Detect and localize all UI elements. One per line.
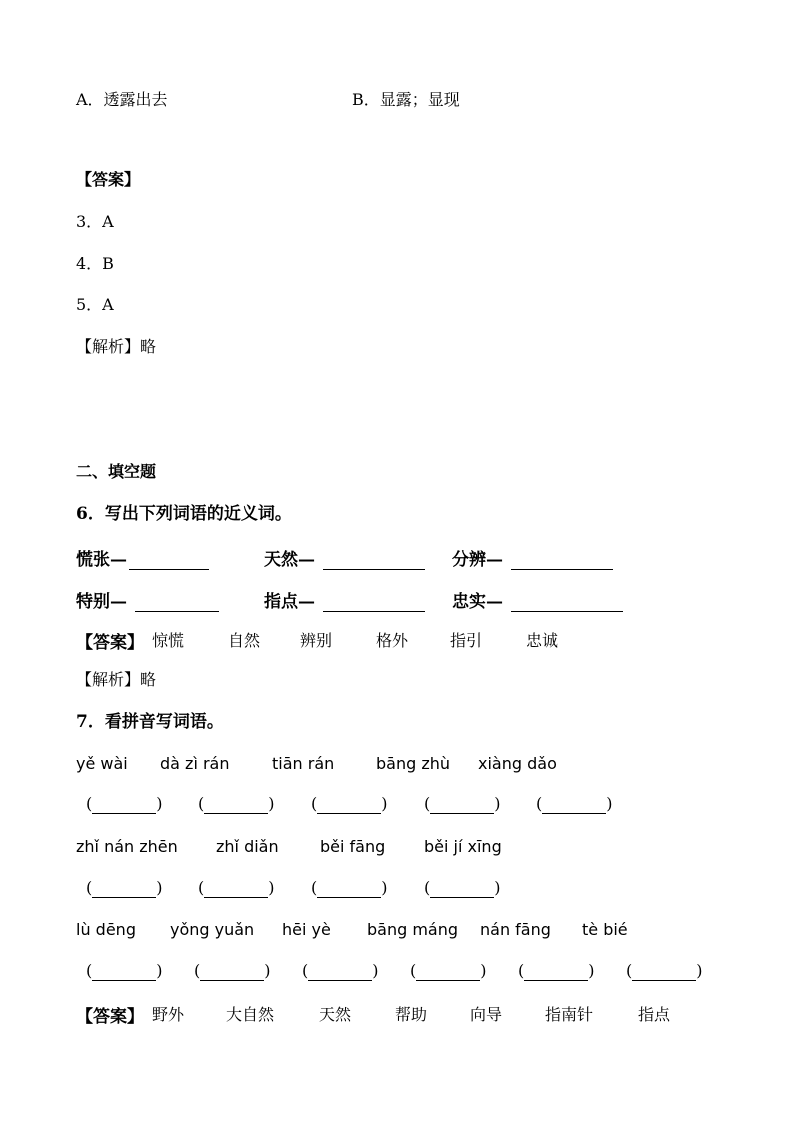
answer-item-3: 3．A (76, 212, 114, 231)
pinyin-item: bāng máng (367, 920, 459, 939)
q7-answer-5: 向导 (470, 1005, 503, 1024)
fill-blank[interactable] (323, 595, 425, 612)
fill-blank[interactable] (323, 553, 425, 570)
q7-answer-label: 【答案】 (76, 1007, 144, 1027)
answer-box[interactable]: ( ) (424, 794, 501, 813)
fill-blank[interactable] (511, 595, 623, 612)
q7-answer-3: 天然 (319, 1005, 352, 1024)
option-a: A．透露出去 (76, 90, 168, 109)
pinyin-item: dà zì rán (160, 754, 230, 773)
answer-box[interactable]: ( ) (311, 878, 388, 897)
q6-prompt: 6．写出下列词语的近义词。 (76, 504, 292, 524)
q6-answer-3: 辨别 (300, 631, 333, 650)
answer-box[interactable]: ( ) (302, 961, 379, 980)
answer-box[interactable]: ( ) (626, 961, 703, 980)
q6-analysis-label: 【解析】 (76, 670, 141, 689)
answer-box[interactable]: ( ) (86, 878, 163, 897)
analysis-text: 略 (140, 337, 157, 356)
pinyin-item: hēi yè (282, 920, 331, 939)
pinyin-item: lù dēng (76, 920, 136, 939)
answer-item-4: 4．B (76, 254, 114, 273)
pinyin-item: zhǐ nán zhēn (76, 837, 178, 856)
answer-item-5: 5．A (76, 295, 114, 314)
q7-answer-6: 指南针 (545, 1005, 594, 1024)
q6-row2-item1 (76, 587, 219, 612)
q6-row2-item2 (264, 587, 425, 612)
q7-prompt: 7．看拼音写词语。 (76, 712, 224, 732)
q6-word-label: 指点— (264, 592, 315, 612)
fill-blank[interactable] (135, 595, 219, 612)
pinyin-item: zhǐ diǎn (216, 837, 279, 856)
answer-heading: 【答案】 (76, 170, 141, 189)
q6-answer-label: 【答案】 (76, 633, 144, 653)
q6-analysis (76, 670, 156, 690)
pinyin-item: tiān rán (272, 754, 335, 773)
pinyin-item: běi fāng (320, 837, 386, 856)
q7-answer-2: 大自然 (226, 1005, 275, 1024)
answer-box[interactable]: ( ) (194, 961, 271, 980)
analysis-line-1 (76, 337, 156, 357)
pinyin-item: xiàng dǎo (478, 754, 557, 773)
q7-answer-4: 帮助 (395, 1005, 428, 1024)
q6-analysis-text: 略 (140, 670, 157, 689)
q6-answer-line (76, 628, 144, 653)
q6-answer-6: 忠诚 (526, 631, 559, 650)
section-title: 二、填空题 (76, 462, 157, 481)
answer-box[interactable]: ( ) (198, 794, 275, 813)
analysis-label: 【解析】 (76, 337, 141, 356)
answer-box[interactable]: ( ) (198, 878, 275, 897)
q6-answer-2: 自然 (228, 631, 261, 650)
q6-row1-item2 (264, 545, 425, 570)
answer-box[interactable]: ( ) (86, 794, 163, 813)
answer-box[interactable]: ( ) (311, 794, 388, 813)
answer-box[interactable]: ( ) (424, 878, 501, 897)
fill-blank[interactable] (129, 553, 209, 570)
q6-answer-4: 格外 (376, 631, 409, 650)
q6-row2-item3 (452, 587, 623, 612)
q6-word-label: 忠实— (452, 592, 503, 612)
pinyin-item: běi jí xīng (424, 837, 502, 856)
q7-answer-7: 指点 (638, 1005, 671, 1024)
fill-blank[interactable] (511, 553, 613, 570)
pinyin-item: yě wài (76, 754, 128, 773)
q6-word-label: 天然— (264, 550, 315, 570)
q6-word-label: 特别— (76, 592, 127, 612)
pinyin-item: nán fāng (480, 920, 551, 939)
answer-box[interactable]: ( ) (536, 794, 613, 813)
q6-row1-item1 (76, 545, 209, 570)
q7-answer-1: 野外 (152, 1005, 185, 1024)
answer-box[interactable]: ( ) (86, 961, 163, 980)
q6-row1-item3 (452, 545, 613, 570)
pinyin-item: yǒng yuǎn (170, 920, 255, 939)
q6-word-label: 慌张— (76, 550, 127, 570)
q6-word-label: 分辨— (452, 550, 503, 570)
option-b: B．显露；显现 (352, 90, 460, 109)
pinyin-item: tè bié (582, 920, 628, 939)
q6-answer-5: 指引 (450, 631, 483, 650)
answer-box[interactable]: ( ) (410, 961, 487, 980)
pinyin-item: bāng zhù (376, 754, 451, 773)
answer-box[interactable]: ( ) (518, 961, 595, 980)
q6-answer-1: 惊慌 (152, 631, 185, 650)
